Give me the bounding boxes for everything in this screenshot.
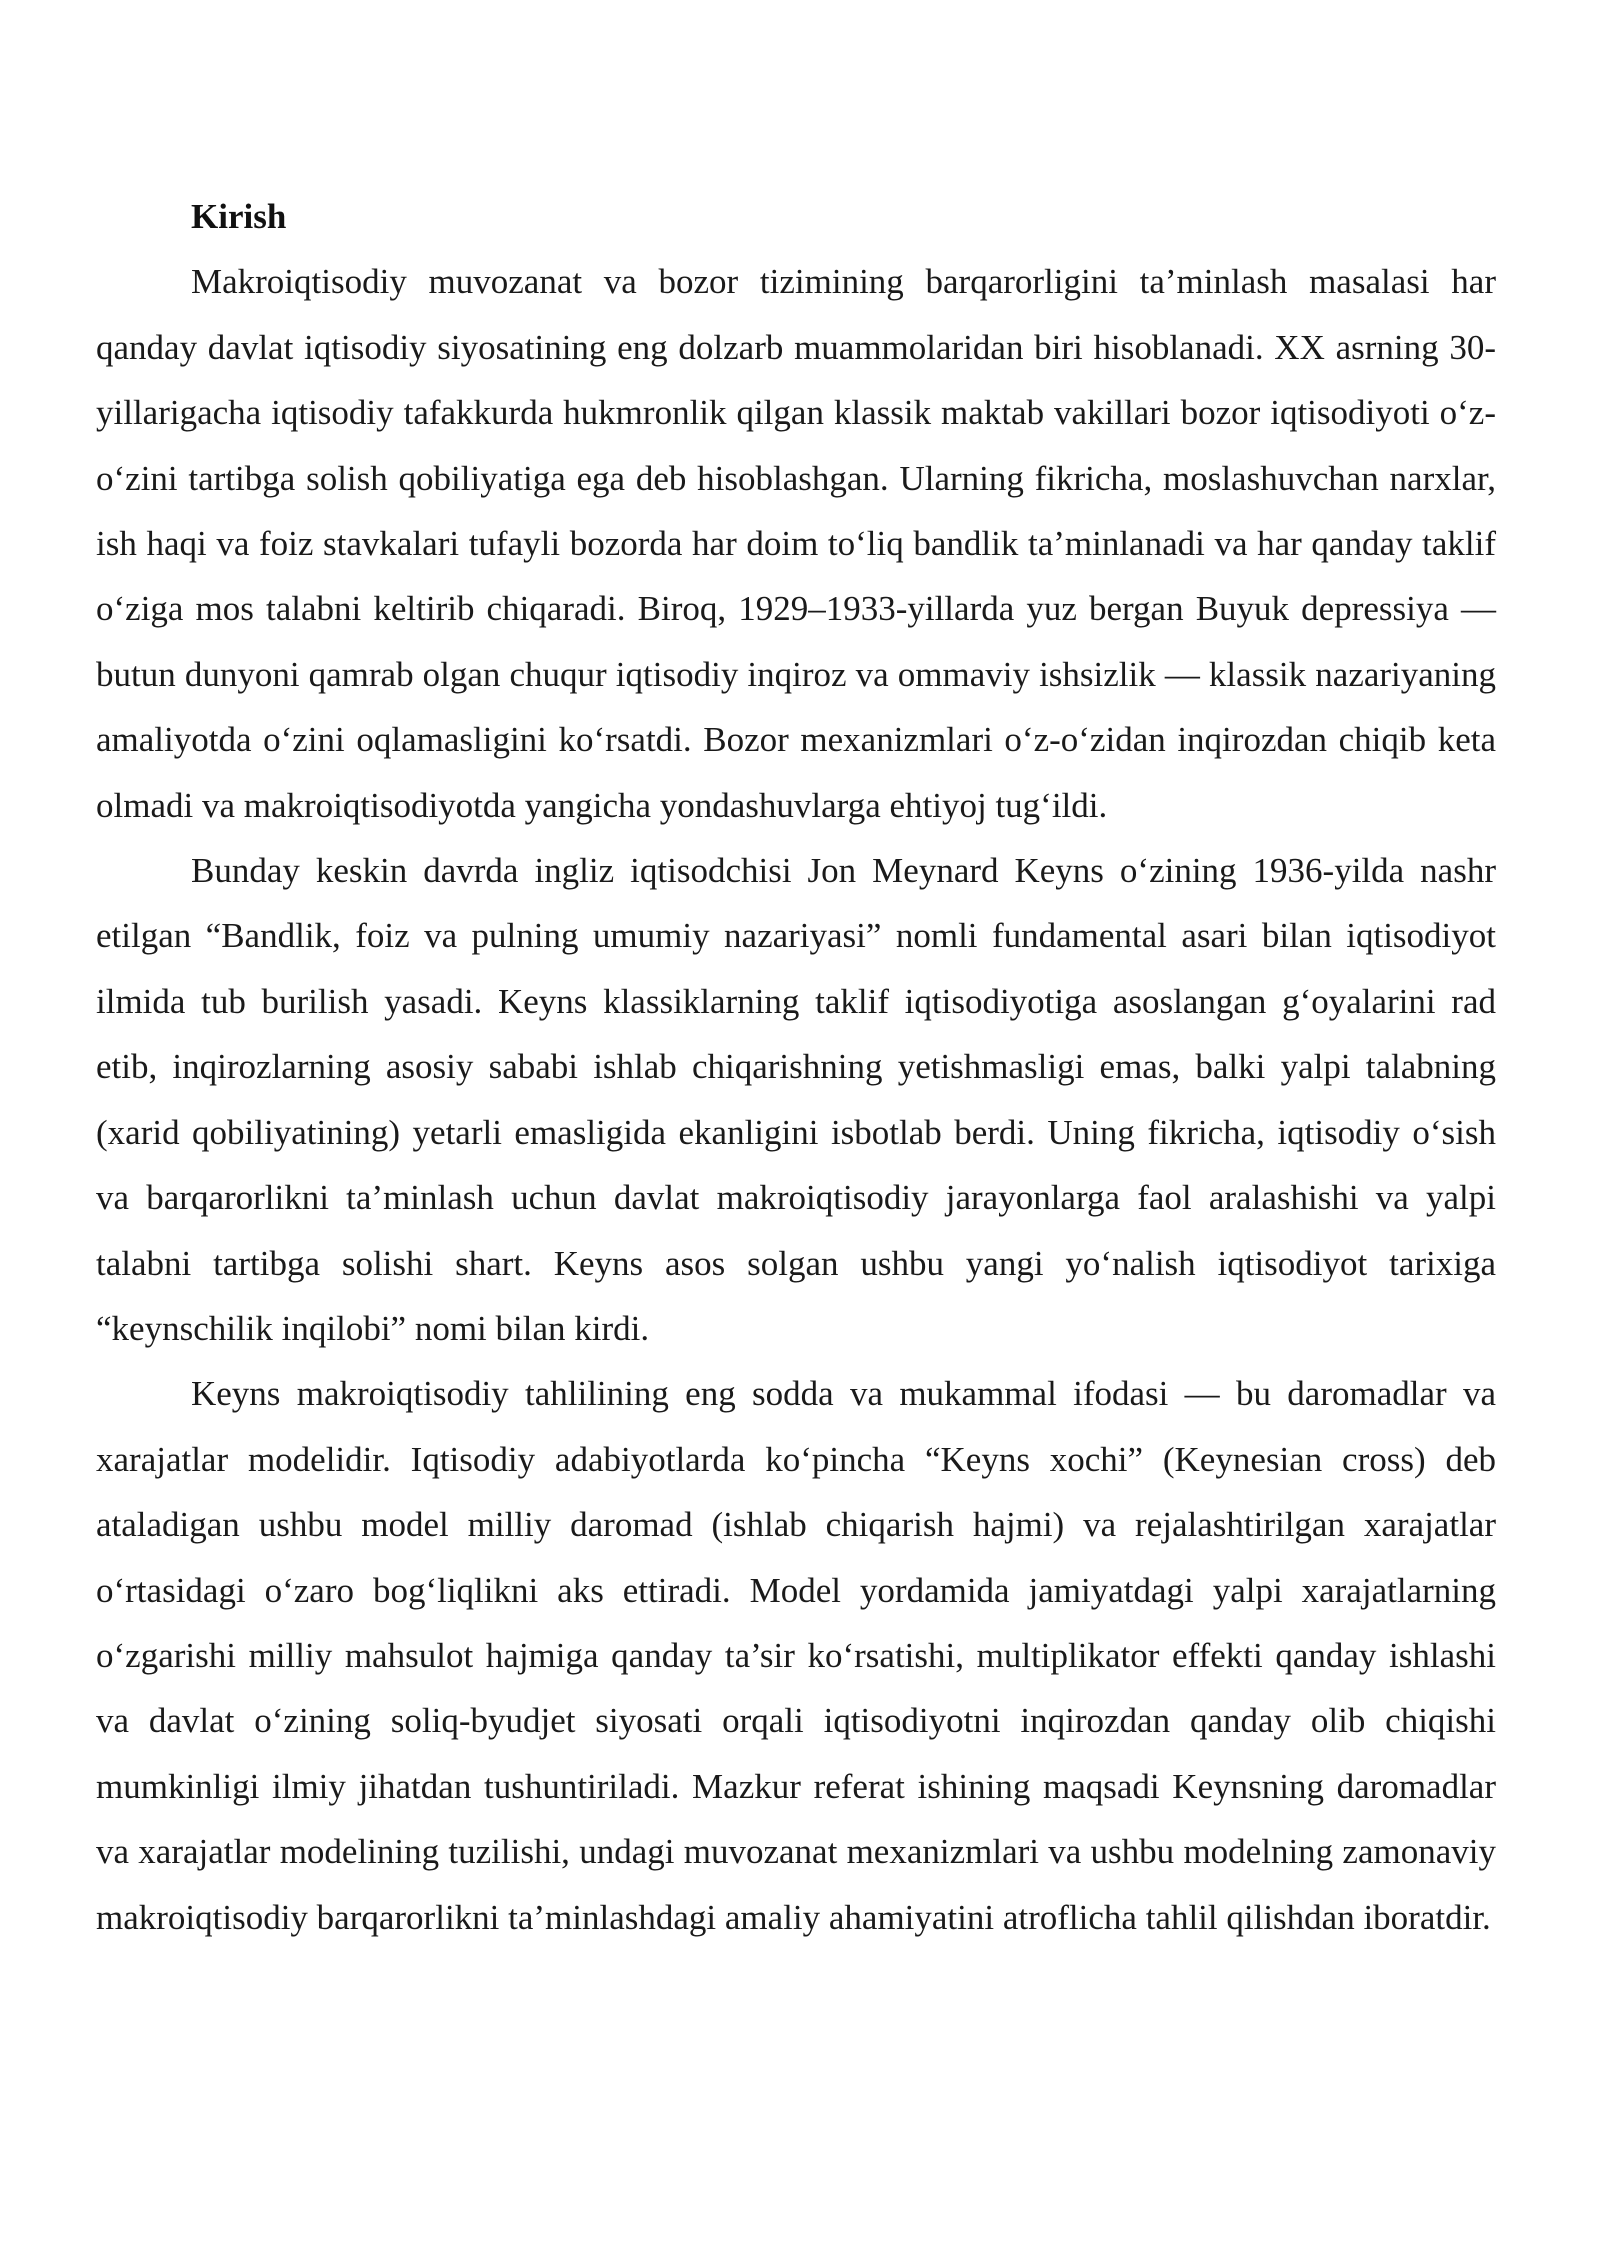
paragraph-2: Bunday keskin davrda ingliz iqtisodchisi Jon Meynard Keyns o‘zining 1936-yilda nashr etilgan “Bandlik, foiz va pulning umumiy nazariyasi” nomli fundamental asari bilan iqtisodiyot ilmida tub burilish yasadi. Keyns klassiklarning taklif iqtisodiyotiga asoslangan g‘oyalarini rad etib, inqirozlarning asosiy sababi ishlab chiqarishning yetishmasligi emas, balki yalpi talabning (xarid qobiliyatining) yetarli emasligida ekanligini isbotlab berdi. Uning fikricha, iqtisodiy o‘sish va barqarorlikni ta’minlash uchun davlat makroiqtisodiy jarayonlarga faol aralashishi va yalpi talabni tartibga solishi shart. Keyns asos solgan ushbu yangi yo‘nalish iqtisodiyot tarixiga “keynschilik inqilobi” nomi bilan kirdi.	[96, 851, 1496, 1348]
paragraph-3: Keyns makroiqtisodiy tahlilining eng sodda va mukammal ifodasi — bu daromadlar va xarajatlar modelidir. Iqtisodiy adabiyotlarda ko‘pincha “Keyns xochi” (Keynesian cross) deb ataladigan ushbu model milliy daromad (ishlab chiqarish hajmi) va rejalashtirilgan xarajatlar o‘rtasidagi o‘zaro bog‘liqlikni aks ettiradi. Model yordamida jamiyatdagi yalpi xarajatlarning o‘zgarishi milliy mahsulot hajmiga qanday ta’sir ko‘rsatishi, multiplikator effekti qanday ishlashi va davlat o‘zining soliq-byudjet siyosati orqali iqtisodiyotni inqirozdan qanday olib chiqishi mumkinligi ilmiy jihatdan tushuntiriladi. Mazkur referat ishining maqsadi Keynsning daromadlar va xarajatlar modelining tuzilishi, undagi muvozanat mexanizmlari va ushbu modelning zamonaviy makroiqtisodiy barqarorlikni ta’minlashdagi amaliy ahamiyatini atroflicha tahlil qilishdan iboratdir.	[96, 1374, 1496, 1937]
paragraph-1: Makroiqtisodiy muvozanat va bozor tizimining barqarorligini ta’minlash masalasi har qanday davlat iqtisodiy siyosatining eng dolzarb muammolaridan biri hisoblanadi. XX asrning 30-yillarigacha iqtisodiy tafakkurda hukmronlik qilgan klassik maktab vakillari bozor iqtisodiyoti o‘z-o‘zini tartibga solish qobiliyatiga ega deb hisoblashgan. Ularning fikricha, moslashuvchan narxlar, ish haqi va foiz stavkalari tufayli bozorda har doim to‘liq bandlik ta’minlanadi va har qanday taklif o‘ziga mos talabni keltirib chiqaradi. Biroq, 1929–1933-yillarda yuz bergan Buyuk depressiya — butun dunyoni qamrab olgan chuqur iqtisodiy inqiroz va ommaviy ishsizlik — klassik nazariyaning amaliyotda o‘zini oqlamasligini ko‘rsatdi. Bozor mexanizmlari o‘z-o‘zidan inqirozdan chiqib keta olmadi va makroiqtisodiyotda yangicha yondashuvlarga ehtiyoj tug‘ildi.	[96, 262, 1496, 825]
section-heading: Kirish	[191, 197, 287, 236]
document-body	[96, 184, 1496, 1950]
